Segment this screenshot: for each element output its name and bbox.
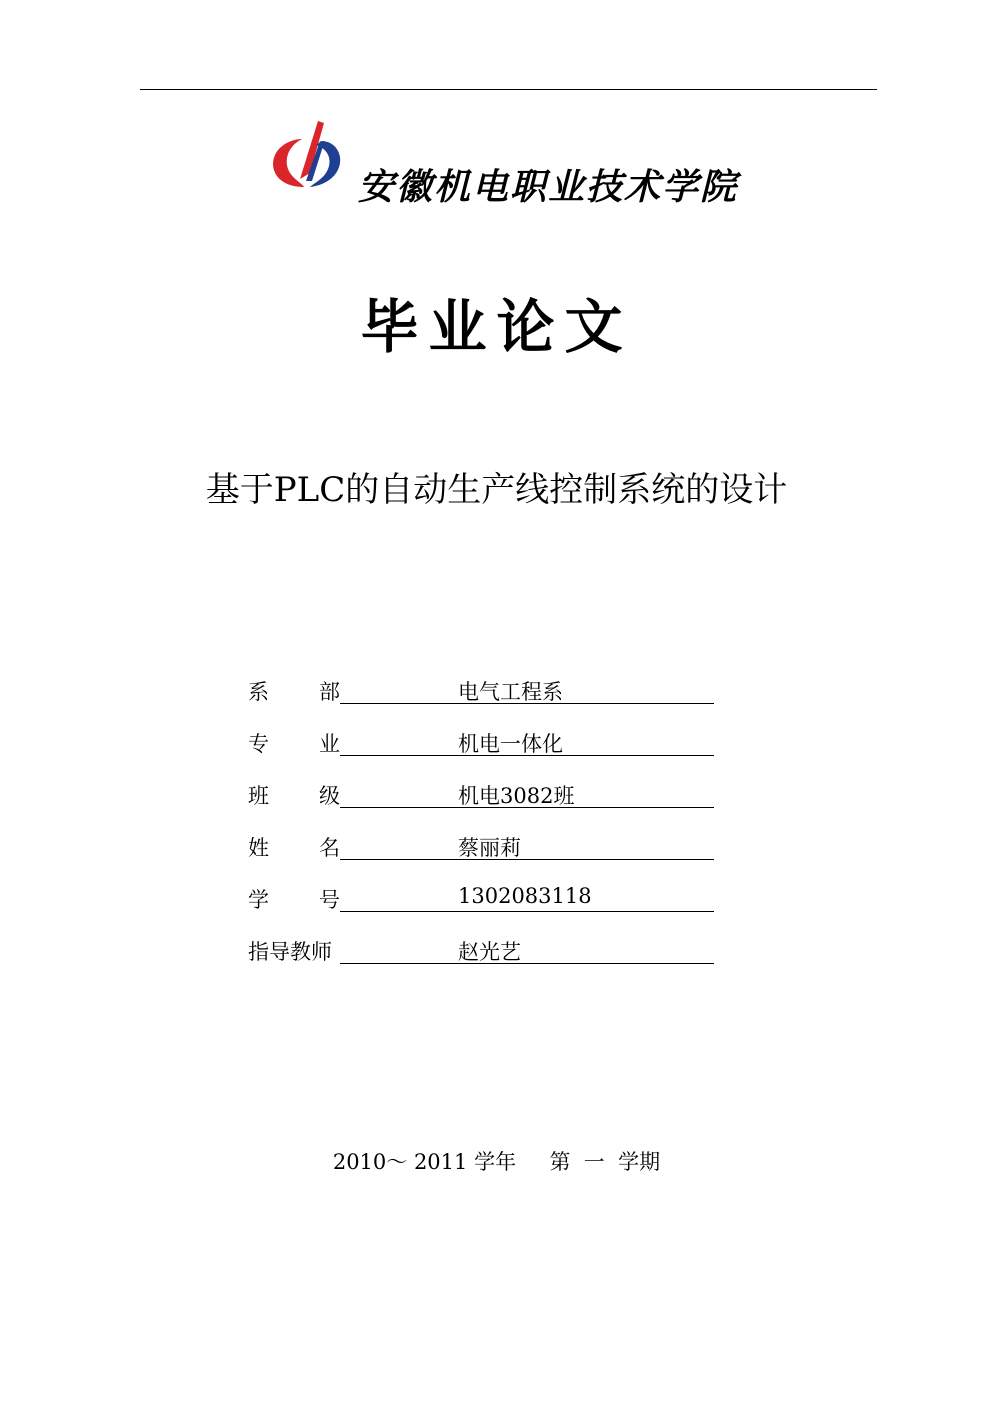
school-header	[266, 115, 786, 215]
info-row-student-id	[248, 884, 718, 936]
info-value: 机电3082班	[458, 784, 575, 808]
info-table	[248, 676, 718, 988]
info-label: 班 级	[248, 784, 340, 808]
info-label: 姓 名	[248, 836, 340, 860]
document-type: 毕业论文	[360, 293, 633, 361]
info-label: 系 部	[248, 680, 340, 704]
info-underline	[340, 780, 714, 808]
info-value: 赵光艺	[458, 940, 521, 964]
top-rule	[140, 89, 877, 90]
info-label: 指导教师	[248, 940, 332, 964]
info-underline	[340, 832, 714, 860]
info-label: 学 号	[248, 888, 340, 912]
info-value: 蔡丽莉	[458, 836, 521, 860]
info-value: 机电一体化	[458, 732, 563, 756]
academic-term: 2010～ 2011 学年 第 一 学期	[332, 1150, 661, 1174]
info-value: 电气工程系	[458, 680, 563, 704]
school-logo	[266, 115, 346, 195]
info-value: 1302083118	[458, 884, 592, 908]
info-row-advisor	[248, 936, 718, 988]
school-name: 安徽机电职业技术学院	[358, 167, 739, 208]
info-underline	[340, 728, 714, 756]
info-row-name	[248, 832, 718, 884]
info-row-major	[248, 728, 718, 780]
info-underline	[340, 936, 714, 964]
info-row-department	[248, 676, 718, 728]
info-underline	[340, 676, 714, 704]
info-row-class	[248, 780, 718, 832]
info-underline	[340, 884, 714, 912]
thesis-title: 基于PLC的自动生产线控制系统的设计	[205, 470, 788, 510]
info-label: 专 业	[248, 732, 340, 756]
